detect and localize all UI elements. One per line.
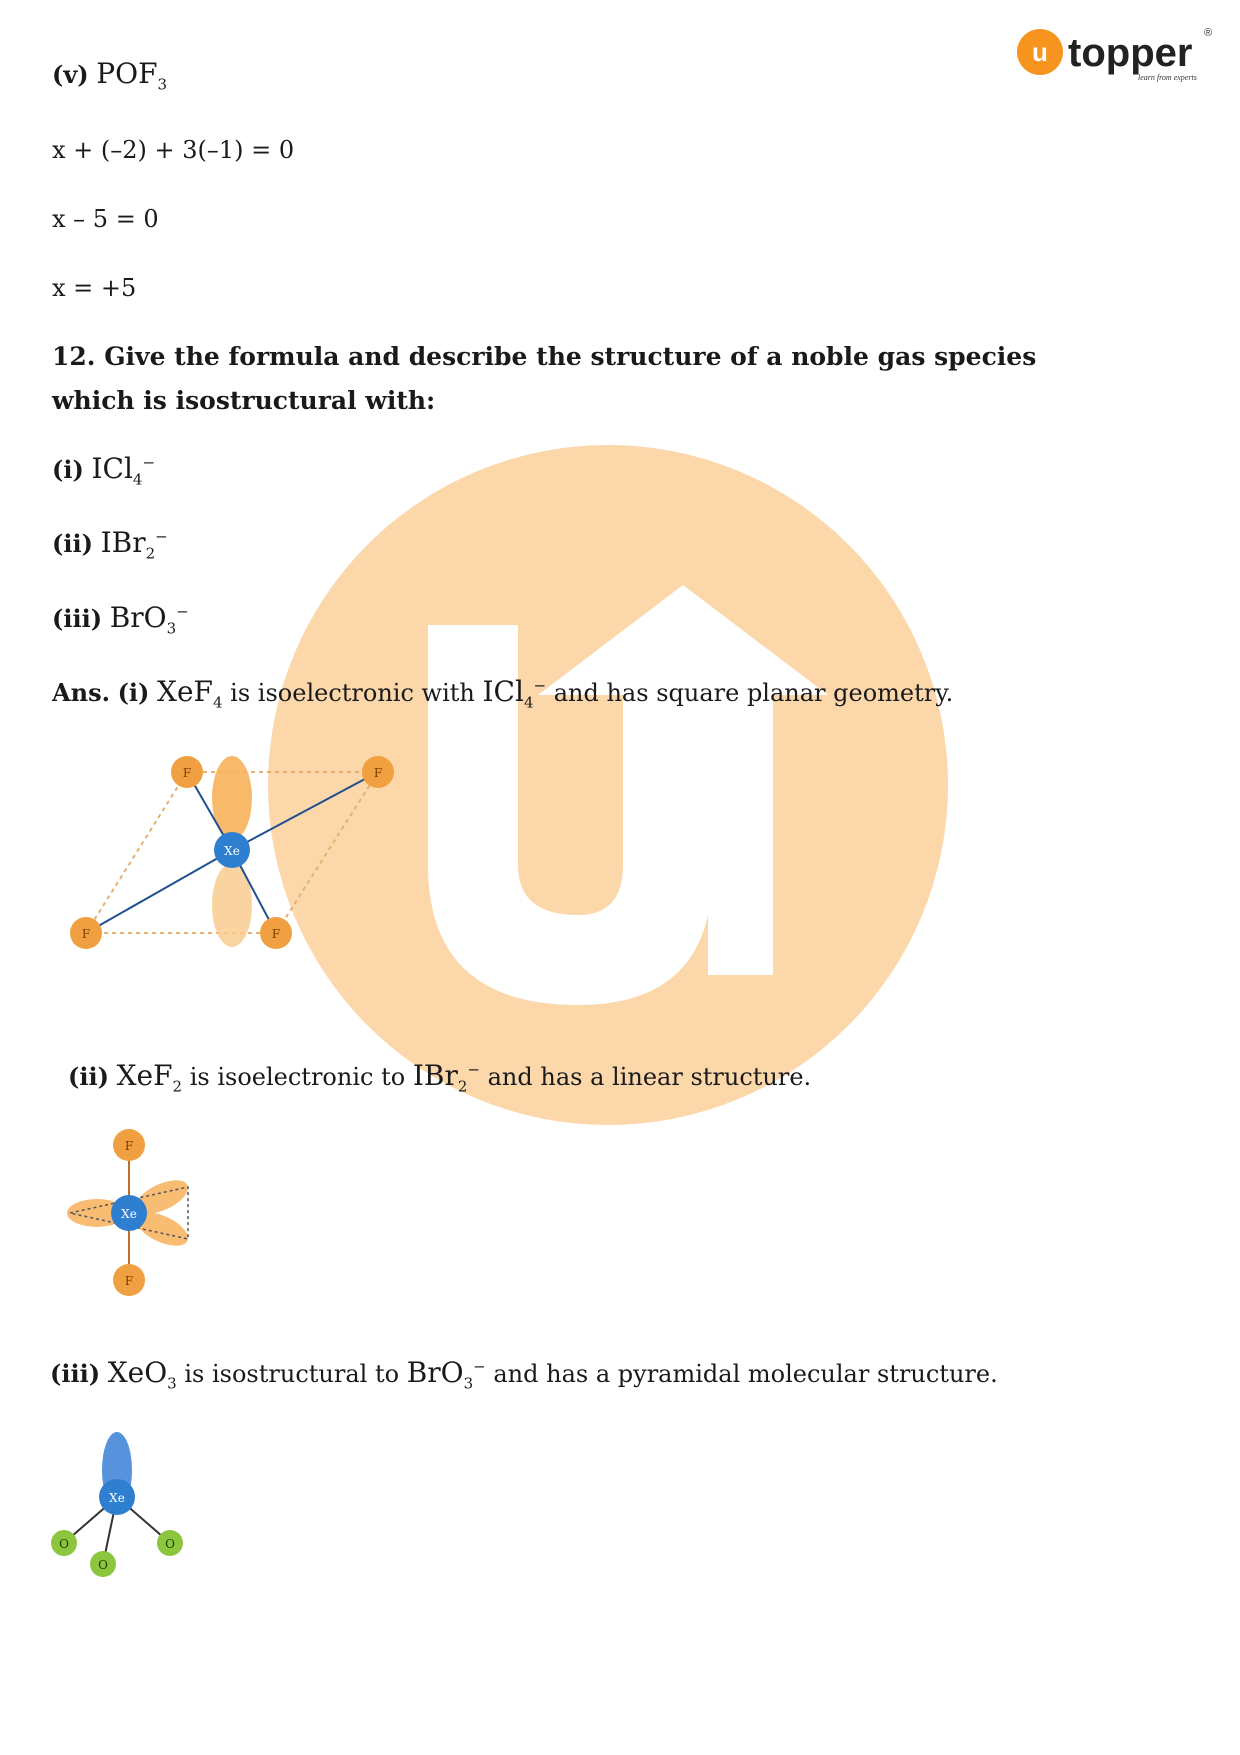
xef4-square-planar-diagram [62, 750, 412, 970]
o-label-1: O [59, 1537, 69, 1551]
xe-label-2: Xe [121, 1207, 137, 1221]
brand-name: topper [1068, 31, 1193, 75]
brand-tagline: learn from experts [1138, 73, 1197, 82]
option-ii: (ii) IBr$_2$− [52, 526, 168, 563]
f-label-1: F [182, 766, 192, 780]
answer-ii: (ii) XeF$_2$ is isoelectronic to IBr$_2$− and has a linear structure. [68, 1059, 812, 1096]
equation-1: x + (–2) + 3(–1) = 0 [52, 136, 295, 164]
answer-iii: (iii) XeO$_3$ is isostructural to BrO$_3$− and has a pyramidal molecular structure. [50, 1356, 998, 1393]
equation-3: x = +5 [52, 274, 137, 302]
f-label-4: F [271, 927, 281, 941]
xeo3-pyramidal-diagram [48, 1425, 198, 1590]
f-label-top: F [124, 1139, 134, 1153]
f-label-3: F [81, 927, 91, 941]
part-v-heading [52, 57, 168, 94]
answer-i: Ans. (i) XeF$_4$ is isoelectronic with ICl$_4$− and has square planar geometry. [52, 675, 954, 712]
xef2-linear-diagram [62, 1125, 202, 1300]
part-v-label: (v) [52, 60, 89, 89]
xe-label: Xe [224, 844, 240, 858]
o-label-2: O [98, 1558, 108, 1572]
registered-mark: ® [1204, 27, 1213, 39]
logo-letter: u [1032, 37, 1048, 67]
xe-label-3: Xe [109, 1491, 125, 1505]
question-12: 12. Give the formula and describe the structure of a noble gas species which is isostructural with: [52, 342, 1037, 415]
equation-2: x – 5 = 0 [52, 205, 159, 233]
o-label-3: O [165, 1537, 175, 1551]
f-label-2: F [373, 766, 383, 780]
option-i: (i) ICl$_4$− [52, 452, 156, 489]
f-label-bottom: F [124, 1274, 134, 1288]
part-v-formula: $POF_3$ [96, 57, 168, 94]
option-iii: (iii) BrO$_3$− [52, 601, 189, 638]
brand-logo [1016, 22, 1216, 92]
